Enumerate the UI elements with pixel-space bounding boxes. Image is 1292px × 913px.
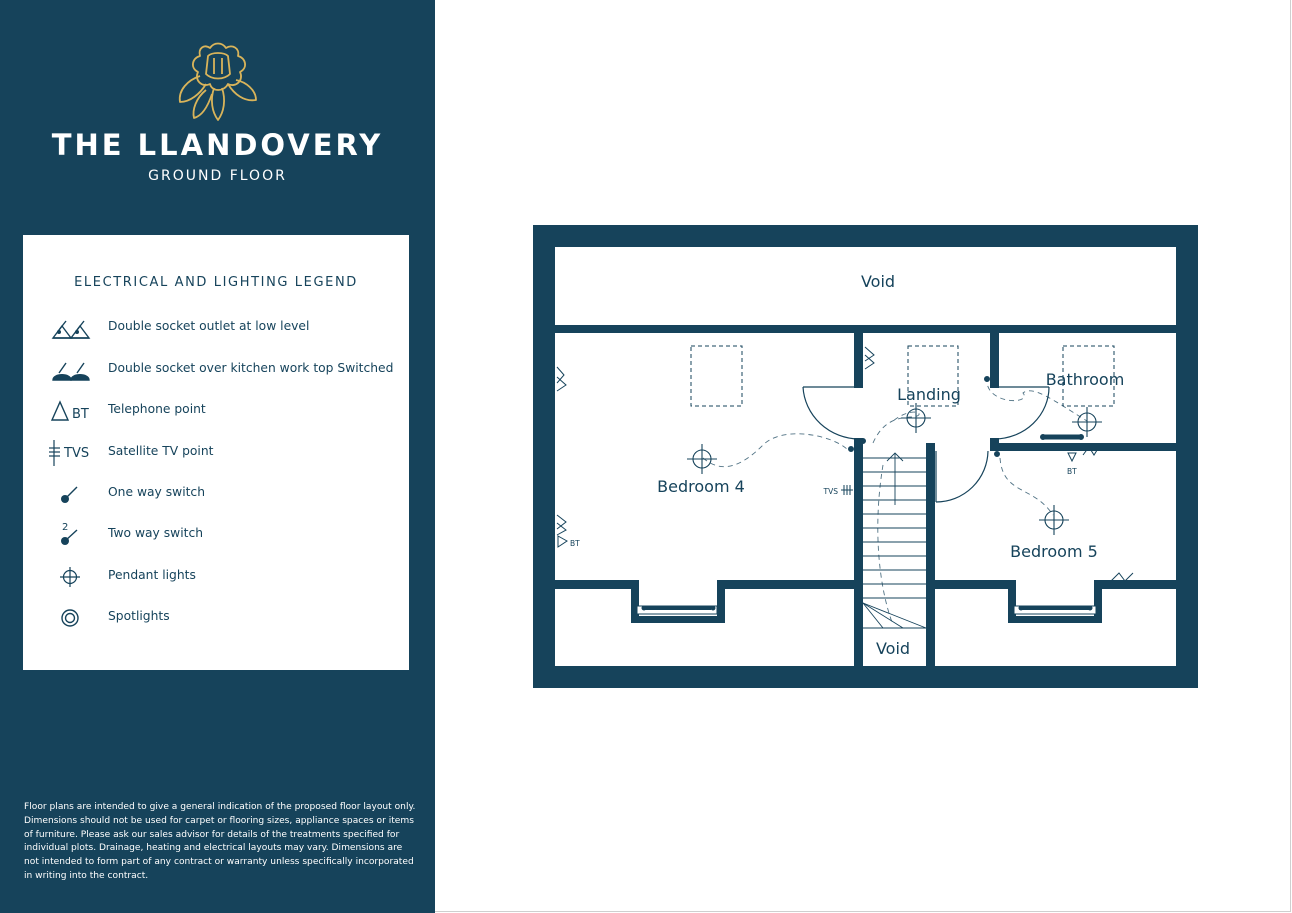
floor-subtitle: GROUND FLOOR [148,168,287,184]
legend-label: Pendant lights [108,568,196,582]
telephone-point-icon [48,396,98,426]
one-way-switch-icon [985,377,990,382]
two-way-switch-icon [48,520,98,550]
double-socket-worktop-icon [48,355,98,385]
legend-item [23,562,409,592]
satellite-tv-point-icon [48,438,98,468]
legend-label: Satellite TV point [108,444,214,458]
wall [717,580,725,623]
room-label-bathroom: Bathroom [1045,370,1125,389]
wall [926,443,935,666]
legend-label: One way switch [108,485,205,499]
bedroom4-area [555,333,854,580]
window-hinge [1088,606,1093,611]
legend-title: ELECTRICAL AND LIGHTING LEGEND [74,275,358,290]
two-way-switch-icon [849,447,854,452]
double-socket-low-icon [48,313,98,343]
window-sill [643,606,711,610]
legend-item [23,313,409,343]
one-way-switch-icon [48,479,98,509]
stair-well [863,443,926,666]
floor-plan [533,225,1198,688]
two-way-switch-icon [861,439,866,444]
bedroom4-door-opening [854,388,863,438]
room-label-void-top: Void [860,272,896,291]
shaver-point-end [1079,435,1084,440]
wall [1016,616,1094,623]
legend-label: Two way switch [108,526,204,540]
legend-item [23,438,409,468]
wall [639,616,717,623]
tvs-label: TVS [823,487,838,496]
room-label-bedroom5: Bedroom 5 [1010,542,1098,561]
sidebar-panel [0,0,435,913]
room-label-void-bottom: Void [875,639,911,658]
legend-panel [23,235,409,670]
window-sill [1020,606,1090,610]
disclaimer-text: Floor plans are intended to give a general indication of the proposed floor layout only. Dimensions should not be used for carpet or flooring sizes, appliance spaces or items of furniture. Please ask our sales advisor for details of the treatments specified for individual plots. Drainage, heating and electrical layouts may vary. Dimensions are not intended to form part of any contract or warranty unless specifically incorporated in writing into the contract. [24,802,416,881]
shaver-point-end [1041,435,1046,440]
bathroom-door-opening [990,388,999,438]
window-hinge [642,606,647,611]
bt-label-bedroom5: BT [1067,467,1077,476]
legend-item [23,520,409,550]
legend-label: Telephone point [108,402,206,416]
shaver-point [1045,435,1079,439]
wall [631,580,639,623]
pendant-light-icon [48,562,98,592]
wall [1008,580,1016,623]
legend-item [23,396,409,426]
bedroom5-door-opening [935,443,990,451]
legend-label: Double socket over kitchen work top Switched [108,361,394,375]
daffodil-logo-icon [170,40,265,125]
legend-label: Double socket outlet at low level [108,319,310,333]
room-label-landing: Landing [897,385,961,404]
page-title: THE LLANDOVERY [51,128,384,162]
window-hinge [1019,606,1024,611]
legend-item [23,355,409,385]
legend-item [23,479,409,509]
one-way-switch-icon [995,452,1000,457]
legend-item [23,603,409,633]
bt-label-bedroom4: BT [570,539,580,548]
window-hinge [711,606,716,611]
telephone-point-symbol-text: BT [72,407,89,422]
satellite-tv-symbol-text: TVS [64,446,90,461]
spotlight-icon [48,603,98,633]
two-way-switch-symbol-text: 2 [62,522,69,533]
wall [1094,580,1102,623]
room-label-bedroom4: Bedroom 4 [657,477,745,496]
legend-label: Spotlights [108,609,170,623]
